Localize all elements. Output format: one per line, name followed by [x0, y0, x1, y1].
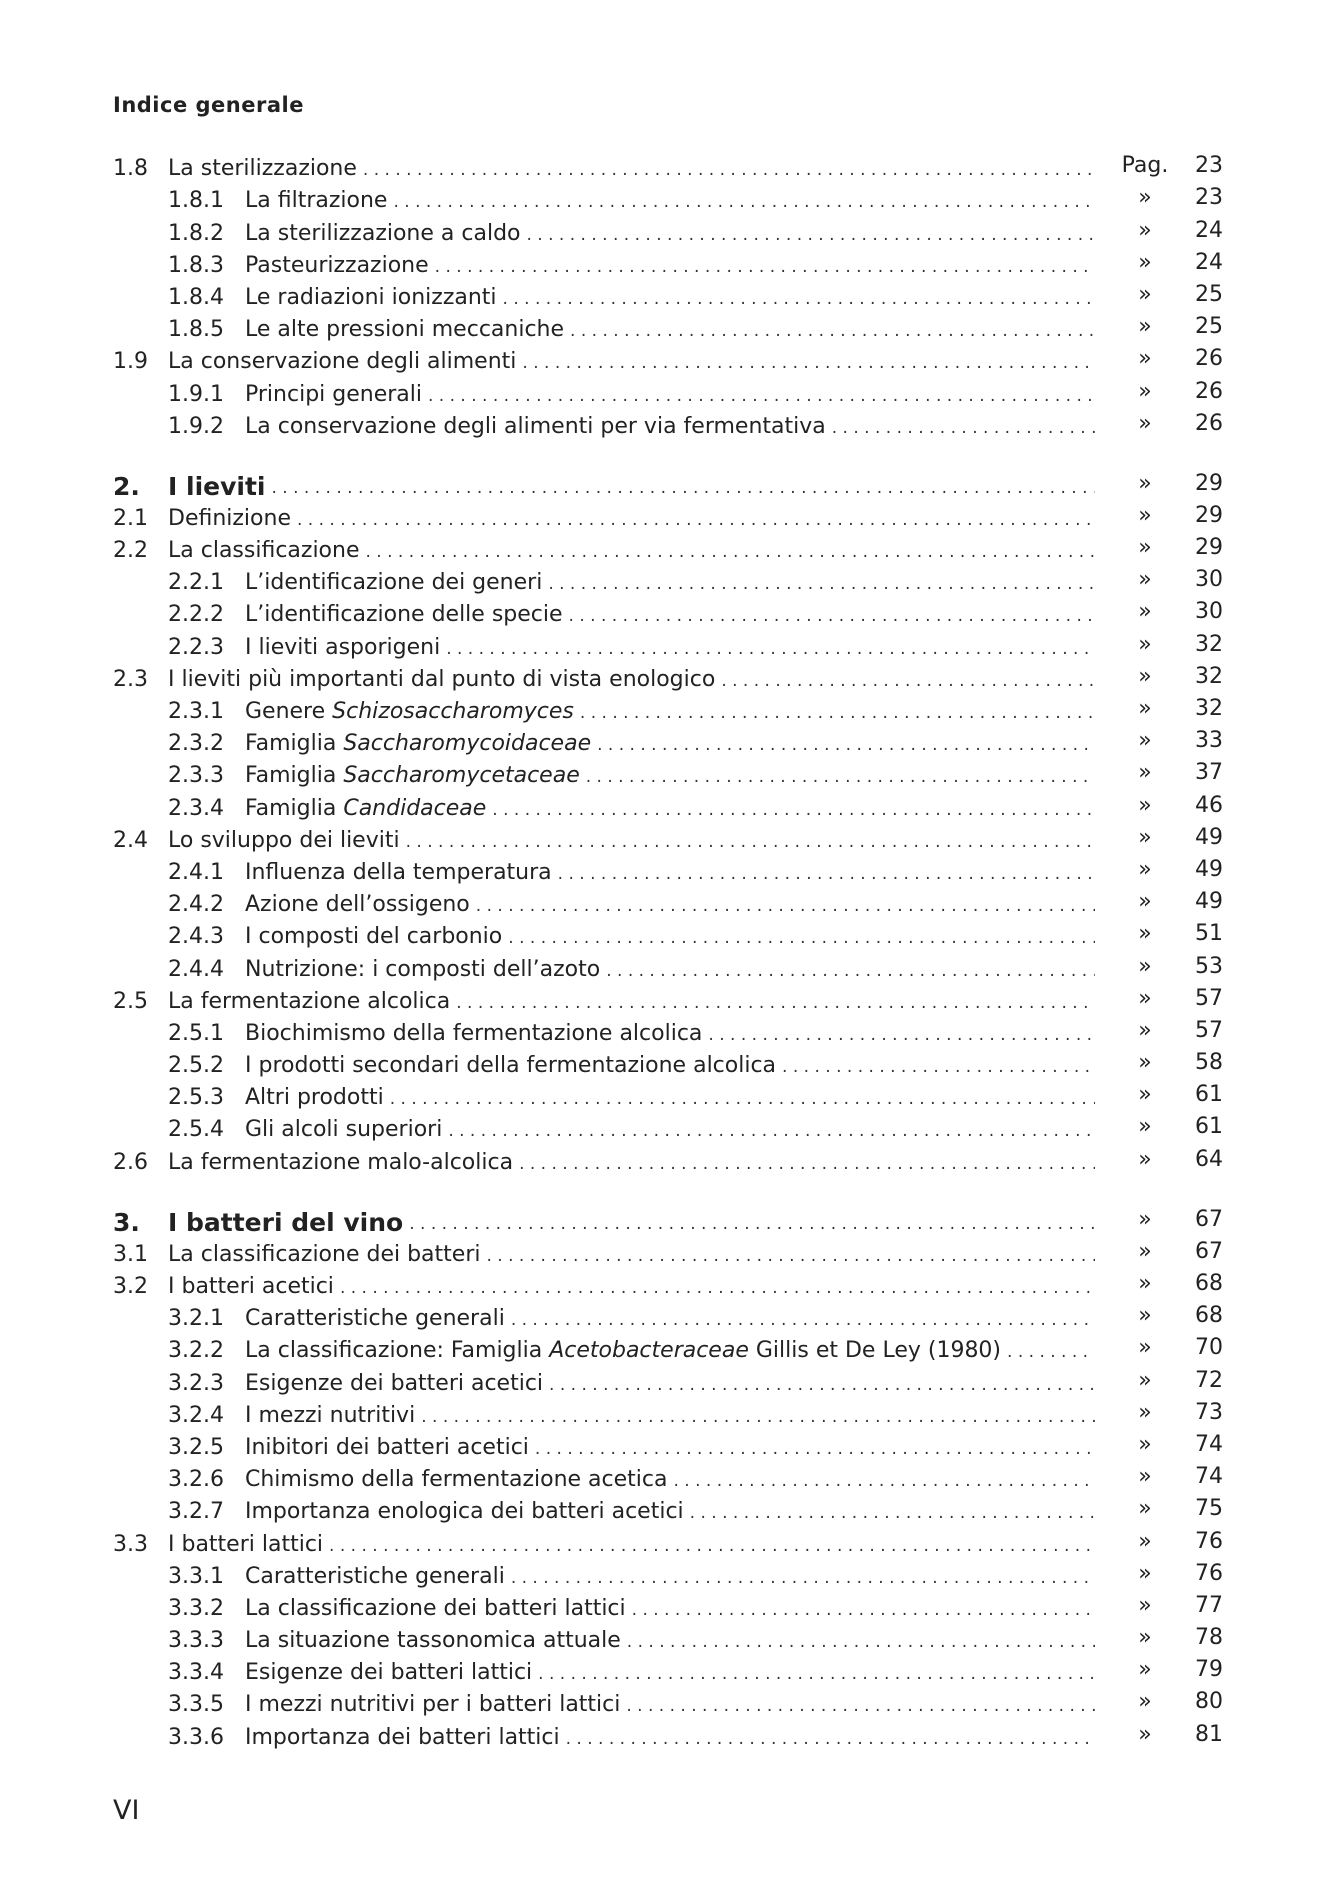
ditto-mark: » [1138, 696, 1152, 721]
toc-entry [113, 247, 1223, 279]
entry-number: 1.8.3 [168, 252, 224, 278]
entry-number: 3.2.1 [168, 1306, 224, 1332]
entry-number: 2.5 [113, 988, 148, 1014]
toc-entry [113, 500, 1223, 532]
entry-number: 3.2.5 [168, 1434, 224, 1460]
toc-entry [113, 1654, 1223, 1686]
entry-title: I mezzi nutritivi [245, 1402, 416, 1428]
toc-entry [113, 1364, 1223, 1396]
entry-title: I batteri acetici [168, 1274, 334, 1299]
entry-number: 1.8.5 [168, 317, 224, 343]
entry-page: 80 [1195, 1689, 1223, 1715]
dot-leader [476, 894, 1095, 918]
entry-title: La classificazione [168, 538, 360, 564]
entry-number: 2.1 [113, 505, 148, 531]
entry-page: 57 [1195, 1017, 1223, 1043]
entry-number: 1.8.2 [168, 220, 224, 246]
entry-number: 2.4 [113, 827, 148, 853]
ditto-mark: » [1138, 502, 1152, 528]
dot-leader [580, 701, 1095, 725]
entry-title: Influenza della temperatura [245, 859, 552, 885]
dot-leader [366, 540, 1096, 564]
entry-number: 1.8.4 [168, 284, 224, 310]
ditto-mark: » [1138, 1114, 1152, 1140]
toc-entry [113, 1047, 1223, 1079]
ditto-mark: » [1138, 1271, 1152, 1296]
dot-leader [538, 1662, 1095, 1686]
dot-leader [597, 733, 1095, 757]
dot-leader [511, 1308, 1095, 1332]
toc-entry [113, 311, 1223, 343]
entry-title: Esigenze dei batteri acetici [245, 1370, 544, 1396]
ditto-mark: » [1138, 1592, 1152, 1618]
entry-title: La fermentazione malo-alcolica [168, 1149, 514, 1175]
entry-number: 2.4.1 [168, 859, 224, 885]
entry-title: Caratteristiche generali [245, 1306, 505, 1332]
entry-number: 2.5.3 [168, 1085, 224, 1111]
entry-number: 3.3.6 [168, 1724, 224, 1750]
entry-page: 29 [1195, 502, 1223, 528]
entry-title: La sterilizzazione [168, 156, 357, 182]
dot-leader [297, 508, 1095, 532]
dot-leader [393, 190, 1095, 214]
toc-entry [113, 1397, 1223, 1429]
dot-leader [390, 1087, 1095, 1111]
ditto-mark: » [1138, 760, 1152, 786]
toc-entry [113, 789, 1223, 821]
dot-leader [527, 223, 1096, 247]
entry-title: Biochimismo della fermentazione alcolica [245, 1020, 703, 1046]
entry-page: 68 [1195, 1271, 1223, 1296]
dot-leader [522, 351, 1095, 375]
entry-page: 61 [1195, 1114, 1223, 1140]
entry-number: 3.3.5 [168, 1692, 224, 1718]
ditto-mark: » [1138, 728, 1152, 754]
toc-entry [113, 1429, 1223, 1461]
entry-page: 68 [1195, 1303, 1223, 1329]
ditto-mark: » [1138, 378, 1152, 404]
ditto-mark: » [1138, 1399, 1152, 1425]
entry-page: 33 [1195, 728, 1223, 754]
running-header: Indice generale [113, 93, 304, 117]
dot-leader [626, 1694, 1095, 1718]
toc-entry [113, 1525, 1223, 1557]
toc-entry [113, 693, 1223, 725]
toc-entry [113, 150, 1223, 182]
entry-number: 1.8.1 [168, 188, 224, 214]
ditto-mark: » [1138, 1431, 1152, 1457]
dot-leader [508, 926, 1095, 950]
toc-entry [113, 408, 1223, 440]
entry-page: 24 [1195, 217, 1223, 243]
ditto-mark: » [1138, 281, 1152, 307]
toc-entry [113, 375, 1223, 407]
dot-leader [421, 1405, 1095, 1429]
entry-page: 57 [1195, 985, 1223, 1011]
ditto-mark: » [1138, 1657, 1152, 1683]
entry-page: 30 [1195, 599, 1223, 625]
entry-number: 3.2.4 [168, 1402, 224, 1428]
entry-page: 32 [1195, 631, 1223, 657]
entry-number: 3.2 [113, 1274, 148, 1299]
entry-number: 1.9 [113, 349, 148, 375]
dot-leader [448, 1119, 1095, 1143]
entry-number: 2.4.2 [168, 892, 224, 918]
entry-title: Famiglia Candidaceae [245, 795, 487, 821]
entry-number: 3.3.3 [168, 1628, 224, 1654]
entry-number: 2.2.1 [168, 570, 224, 596]
dot-leader [548, 572, 1095, 596]
ditto-mark: » [1138, 346, 1152, 372]
entry-title: I composti del carbonio [245, 924, 503, 950]
entry-title: Pasteurizzazione [245, 252, 429, 278]
toc-entry [113, 757, 1223, 789]
entry-title: Importanza dei batteri lattici [245, 1724, 560, 1750]
entry-page: 49 [1195, 889, 1223, 915]
toc-entry [113, 564, 1223, 596]
ditto-mark: » [1138, 1689, 1152, 1715]
entry-title: Altri prodotti [245, 1085, 384, 1111]
dot-leader [340, 1276, 1095, 1300]
page-number: VI [113, 1795, 140, 1826]
entry-number: 3.2.2 [168, 1338, 224, 1364]
entry-title: Importanza enologica dei batteri acetici [245, 1499, 684, 1525]
entry-page: 76 [1195, 1560, 1223, 1586]
toc-entry [113, 279, 1223, 311]
ditto-mark: » [1138, 824, 1152, 850]
dot-leader [329, 1534, 1095, 1558]
toc-entry [113, 1236, 1223, 1268]
entry-number: 1.9.2 [168, 413, 224, 439]
entry-title: Nutrizione: i composti dell’azoto [245, 956, 601, 982]
ditto-mark: » [1138, 599, 1152, 625]
toc-entry [113, 1590, 1223, 1622]
entry-number: 1.8 [113, 156, 148, 182]
dot-leader [519, 1152, 1095, 1176]
entry-page: 67 [1195, 1238, 1223, 1264]
ditto-mark: » [1138, 470, 1152, 496]
entry-page: 49 [1195, 824, 1223, 850]
ditto-mark: » [1138, 1721, 1152, 1747]
ditto-mark: » [1138, 567, 1152, 593]
entry-number: 3.3.2 [168, 1595, 224, 1621]
entry-title: I lieviti [168, 471, 266, 501]
entry-page: 73 [1195, 1399, 1223, 1425]
toc-entry [113, 182, 1223, 214]
entry-page: 23 [1195, 153, 1223, 179]
entry-title: Esigenze dei batteri lattici [245, 1660, 533, 1686]
entry-title: La conservazione degli alimenti [168, 349, 517, 375]
dot-leader [503, 287, 1095, 311]
entry-title: La classificazione dei batteri lattici [245, 1595, 626, 1621]
entry-title: La situazione tassonomica attuale [245, 1628, 621, 1654]
dot-leader [690, 1501, 1095, 1525]
entry-number: 2.2.3 [168, 634, 224, 660]
dot-leader [409, 1212, 1095, 1236]
entry-title: Famiglia Saccharomycoidaceae [245, 731, 592, 757]
entry-number: 2.3.3 [168, 763, 224, 789]
toc-entry [113, 1143, 1223, 1175]
dot-leader [586, 765, 1095, 789]
toc-entry [113, 596, 1223, 628]
dot-leader [406, 830, 1095, 854]
entry-page: 70 [1195, 1335, 1223, 1361]
entry-number: 2.3.1 [168, 699, 224, 724]
ditto-mark: » [1138, 1303, 1152, 1329]
entry-page: 29 [1195, 535, 1223, 561]
dot-leader [492, 798, 1095, 822]
entry-number: 3.2.7 [168, 1499, 224, 1525]
entry-title: Le radiazioni ionizzanti [245, 284, 497, 310]
toc-entry [113, 1461, 1223, 1493]
dot-leader [832, 416, 1095, 440]
entry-title: La filtrazione [245, 188, 388, 214]
page-label: Pag. [1121, 153, 1169, 179]
ditto-mark: » [1138, 1238, 1152, 1264]
dot-leader [708, 1023, 1095, 1047]
entry-title: Gli alcoli superiori [245, 1117, 443, 1143]
dot-leader [511, 1566, 1095, 1590]
entry-page: 72 [1195, 1367, 1223, 1393]
entry-page: 49 [1195, 856, 1223, 882]
entry-title: La conservazione degli alimenti per via fermentativa [245, 413, 826, 439]
toc-entry [113, 1300, 1223, 1332]
ditto-mark: » [1138, 410, 1152, 436]
entry-number: 2.3 [113, 666, 148, 692]
toc-entry [113, 343, 1223, 375]
toc-entry [113, 1718, 1223, 1750]
toc-entry [113, 532, 1223, 564]
dot-leader [782, 1055, 1095, 1079]
entry-title: Azione dell’ossigeno [245, 892, 470, 918]
ditto-mark: » [1138, 1017, 1152, 1043]
entry-number: 2.5.1 [168, 1020, 224, 1046]
entry-page: 74 [1195, 1464, 1223, 1490]
ditto-mark: » [1138, 1367, 1152, 1393]
entry-title: Principi generali [245, 381, 422, 407]
toc-entry [113, 983, 1223, 1015]
entry-number: 2.3.4 [168, 795, 224, 821]
ditto-mark: » [1138, 1146, 1152, 1172]
toc-entry [113, 886, 1223, 918]
ditto-mark: » [1138, 535, 1152, 561]
entry-page: 77 [1195, 1592, 1223, 1618]
ditto-mark: » [1138, 1464, 1152, 1490]
ditto-mark: » [1138, 217, 1152, 243]
toc-entry [113, 628, 1223, 660]
ditto-mark: » [1138, 663, 1152, 689]
entry-page: 58 [1195, 1050, 1223, 1076]
dot-leader [486, 1244, 1095, 1268]
entry-title: I mezzi nutritivi per i batteri lattici [245, 1692, 621, 1718]
dot-leader [673, 1469, 1095, 1493]
ditto-mark: » [1138, 631, 1152, 657]
ditto-mark: » [1138, 1625, 1152, 1651]
toc-chapter [113, 1198, 1223, 1236]
ditto-mark: » [1138, 249, 1152, 275]
toc-entry [113, 1268, 1223, 1300]
toc-entry [113, 822, 1223, 854]
entry-title: La classificazione dei batteri [168, 1241, 481, 1267]
entry-page: 81 [1195, 1721, 1223, 1747]
dot-leader [566, 1727, 1095, 1751]
entry-title: La fermentazione alcolica [168, 988, 451, 1014]
toc-chapter [113, 462, 1223, 500]
toc-entry [113, 950, 1223, 982]
entry-page: 61 [1195, 1082, 1223, 1108]
dot-leader [632, 1598, 1095, 1622]
entry-title: I prodotti secondari della fermentazione alcolica [245, 1053, 777, 1079]
entry-title: Famiglia Saccharomycetaceae [245, 763, 580, 789]
entry-page: 32 [1195, 663, 1223, 689]
entry-title: Le alte pressioni meccaniche [245, 317, 565, 343]
entry-title: Lo sviluppo dei lieviti [168, 827, 400, 853]
entry-title: La sterilizzazione a caldo [245, 220, 521, 246]
entry-page: 76 [1195, 1528, 1223, 1554]
toc-entry [113, 1111, 1223, 1143]
entry-number: 1.9.1 [168, 381, 224, 407]
toc-entry [113, 1332, 1223, 1364]
entry-title: Caratteristiche generali [245, 1563, 505, 1589]
entry-page: 32 [1195, 696, 1223, 721]
entry-page: 67 [1195, 1206, 1223, 1232]
ditto-mark: » [1138, 921, 1152, 947]
entry-page: 53 [1195, 953, 1223, 979]
toc-entry [113, 918, 1223, 950]
entry-page: 37 [1195, 760, 1223, 786]
dot-leader [558, 862, 1095, 886]
entry-number: 2.4.4 [168, 956, 224, 982]
entry-number: 2.3.2 [168, 731, 224, 757]
entry-page: 25 [1195, 281, 1223, 307]
entry-number: 2.6 [113, 1149, 148, 1175]
dot-leader [569, 604, 1095, 628]
ditto-mark: » [1138, 792, 1152, 818]
entry-title: Genere Schizosaccharomyces [245, 699, 574, 724]
dot-leader [446, 637, 1095, 661]
entry-number: 3.1 [113, 1241, 148, 1267]
table-of-contents [113, 150, 1223, 1751]
ditto-mark: » [1138, 314, 1152, 340]
entry-page: 64 [1195, 1146, 1223, 1172]
toc-entry [113, 725, 1223, 757]
dot-leader [535, 1437, 1095, 1461]
toc-entry [113, 1079, 1223, 1111]
entry-title: L’identificazione dei generi [245, 570, 543, 596]
entry-page: 75 [1195, 1496, 1223, 1522]
ditto-mark: » [1138, 889, 1152, 915]
dot-leader [456, 991, 1095, 1015]
dot-leader [606, 959, 1095, 983]
entry-page: 78 [1195, 1625, 1223, 1651]
toc-entry [113, 214, 1223, 246]
ditto-mark: » [1138, 1206, 1152, 1232]
entry-title: Definizione [168, 505, 291, 531]
entry-page: 24 [1195, 249, 1223, 275]
entry-page: 26 [1195, 378, 1223, 404]
entry-page: 46 [1195, 792, 1223, 818]
dot-leader [428, 384, 1095, 408]
entry-page: 29 [1195, 470, 1223, 496]
toc-entry [113, 661, 1223, 693]
entry-number: 3.3 [113, 1531, 148, 1557]
toc-entry [113, 1493, 1223, 1525]
entry-page: 74 [1195, 1431, 1223, 1457]
entry-page: 23 [1195, 185, 1223, 211]
entry-title: I batteri lattici [168, 1531, 324, 1557]
toc-entry [113, 1015, 1223, 1047]
ditto-mark: » [1138, 1560, 1152, 1586]
dot-leader [1007, 1340, 1095, 1364]
entry-number: 2.4.3 [168, 924, 224, 950]
ditto-mark: » [1138, 953, 1152, 979]
dot-leader [721, 669, 1095, 693]
toc-entry [113, 1622, 1223, 1654]
ditto-mark: » [1138, 185, 1152, 211]
entry-number: 3.3.1 [168, 1563, 224, 1589]
ditto-mark: » [1138, 1050, 1152, 1076]
entry-number: 3.3.4 [168, 1660, 224, 1686]
ditto-mark: » [1138, 1496, 1152, 1522]
entry-title: La classificazione: Famiglia Acetobacteraceae Gillis et De Ley (1980) [245, 1338, 1002, 1364]
entry-title: L’identificazione delle specie [245, 602, 563, 628]
entry-title: Inibitori dei batteri acetici [245, 1434, 529, 1460]
dot-leader [435, 255, 1095, 279]
entry-page: 79 [1195, 1657, 1223, 1683]
dot-leader [363, 158, 1095, 182]
entry-page: 26 [1195, 410, 1223, 436]
entry-number: 2.5.2 [168, 1053, 224, 1079]
entry-title: I lieviti asporigeni [245, 634, 441, 660]
entry-page: 25 [1195, 314, 1223, 340]
ditto-mark: » [1138, 1335, 1152, 1361]
entry-page: 26 [1195, 346, 1223, 372]
entry-number: 3.2.3 [168, 1370, 224, 1396]
entry-number: 2.5.4 [168, 1117, 224, 1143]
entry-number: 2.2 [113, 538, 148, 564]
toc-entry [113, 1686, 1223, 1718]
toc-entry [113, 1558, 1223, 1590]
dot-leader [272, 476, 1096, 500]
ditto-mark: » [1138, 1082, 1152, 1108]
ditto-mark: » [1138, 1528, 1152, 1554]
dot-leader [570, 319, 1095, 343]
entry-title: Chimismo della fermentazione acetica [245, 1467, 668, 1493]
dot-leader [627, 1630, 1095, 1654]
entry-number: 3. [113, 1207, 140, 1237]
entry-page: 51 [1195, 921, 1223, 947]
entry-title: I lieviti più importanti dal punto di vista enologico [168, 666, 716, 692]
entry-title: I batteri del vino [168, 1207, 404, 1237]
ditto-mark: » [1138, 856, 1152, 882]
entry-number: 2.2.2 [168, 602, 224, 628]
entry-page: 30 [1195, 567, 1223, 593]
toc-entry [113, 854, 1223, 886]
ditto-mark: » [1138, 985, 1152, 1011]
entry-number: 2. [113, 471, 140, 501]
entry-number: 3.2.6 [168, 1467, 224, 1493]
dot-leader [549, 1373, 1095, 1397]
